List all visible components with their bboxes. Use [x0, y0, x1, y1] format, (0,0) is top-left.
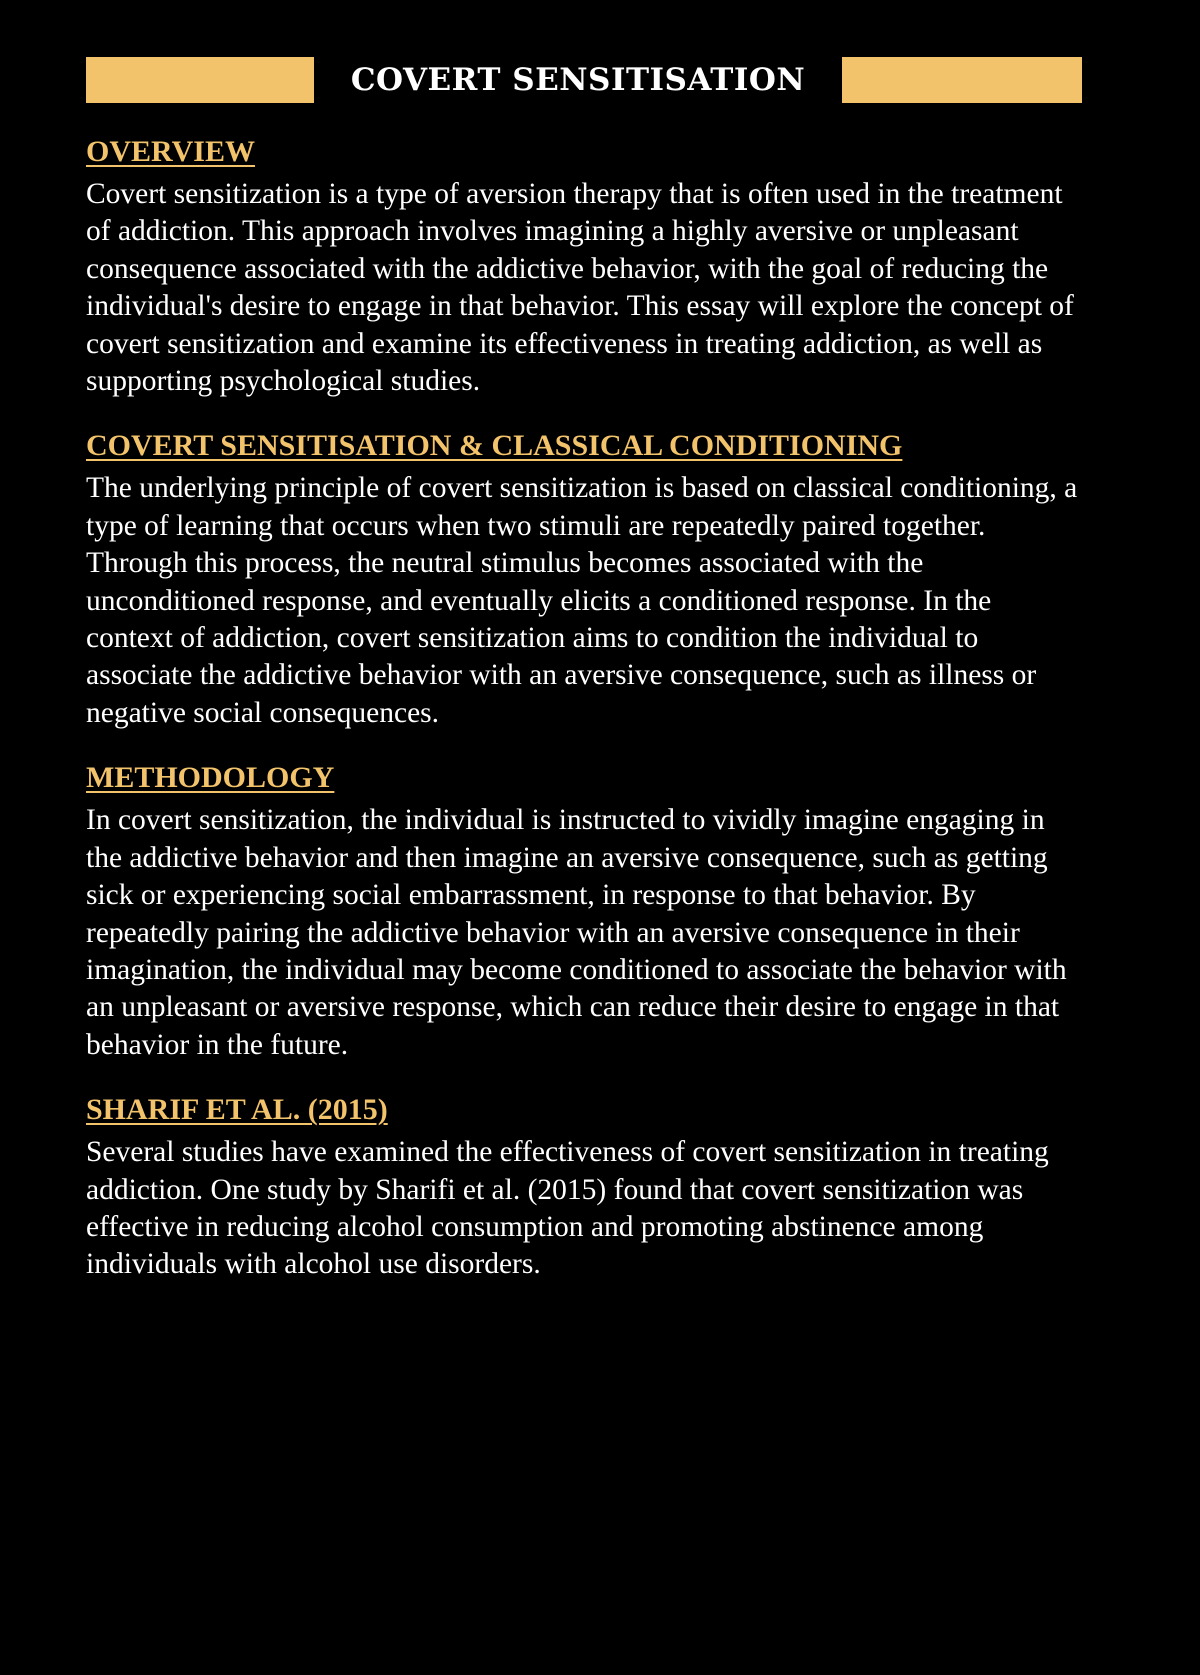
section-heading: SHARIF ET AL. (2015) [86, 1093, 388, 1127]
title-banner [86, 56, 1082, 104]
section-overview [86, 134, 1082, 400]
page-title: COVERT SENSITISATION [350, 62, 806, 98]
section-body: Several studies have examined the effectiveness of covert sensitization in treating addiction. One study by Sharifi et al. (2015) found that covert sensitization was effective in reducing alcohol consumption and promoting abstinence among individuals with alcohol use disorders. [86, 1136, 1049, 1281]
section-body: In covert sensitization, the individual is instructed to vividly imagine engaging in the addictive behavior and then imagine an aversive consequence, such as getting sick or experiencing social embarrassment, in response to that behavior. By repeatedly pairing the addictive behavior with an aversive consequence in their imagination, the individual may become conditioned to associate the behavior with an unpleasant or aversive response, which can reduce their desire to engage in that behavior in the future. [86, 804, 1067, 1061]
section-heading: METHODOLOGY [86, 761, 335, 795]
section-sharif-study [86, 1092, 1082, 1284]
section-classical-conditioning [86, 428, 1082, 732]
section-methodology [86, 760, 1082, 1064]
title-accent-bar-right [842, 57, 1082, 103]
section-heading: OVERVIEW [86, 135, 255, 168]
section-body: Covert sensitization is a type of aversion therapy that is often used in the treatment of addiction. This approach involves imagining a highly aversive or unpleasant consequence associated with the addictive behavior, with the goal of reducing the individual's desire to engage in that behavior. This essay will explore the concept of covert sensitization and examine its effectiveness in treating addiction, as well as supporting psychological studies. [86, 178, 1074, 398]
title-accent-bar-left [86, 57, 314, 103]
section-heading: COVERT SENSITISATION & CLASSICAL CONDITIONING [86, 429, 903, 463]
document-page [86, 56, 1082, 1312]
section-body: The underlying principle of covert sensitization is based on classical conditioning, a type of learning that occurs when two stimuli are repeatedly paired together. Through this process, the neutral stimulus becomes associated with the unconditioned response, and eventually elicits a conditioned response. In the context of addiction, covert sensitization aims to condition the individual to associate the addictive behavior with an aversive consequence, such as illness or negative social consequences. [86, 472, 1078, 729]
